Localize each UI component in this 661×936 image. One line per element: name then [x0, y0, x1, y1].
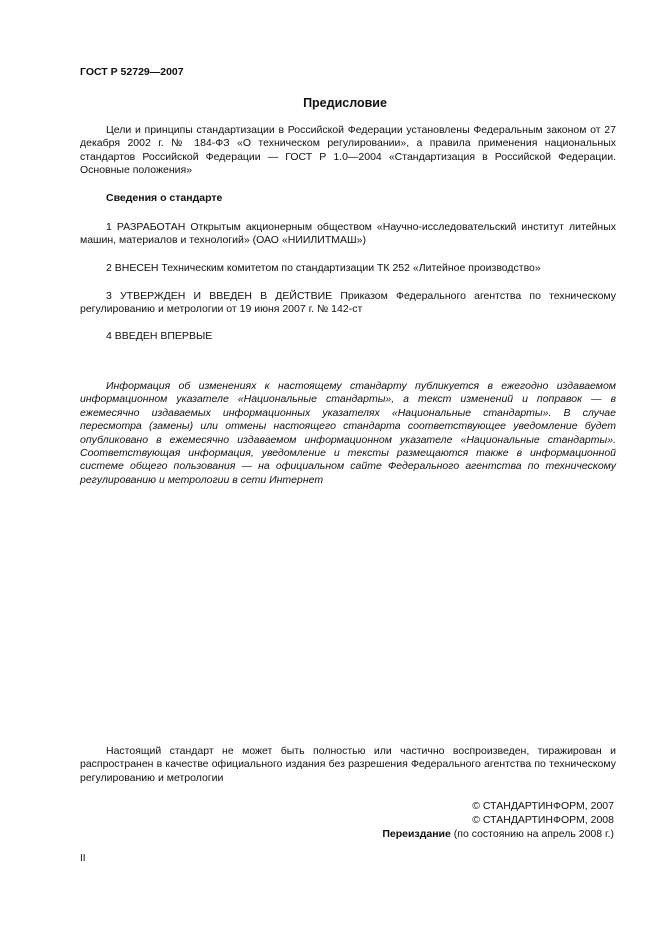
page-number: II — [80, 853, 86, 864]
standard-info-heading: Сведения о стандарте — [106, 192, 223, 204]
reissue-line — [382, 828, 614, 841]
copyright-line-2: © СТАНДАРТИНФОРМ, 2008 — [472, 814, 614, 826]
standard-info-item-1: 1 РАЗРАБОТАН Открытым акционерным обществом «Научно-исследовательский институт литейных машин, материалов и технологий» (ОАО «НИИЛИТМАШ») — [80, 221, 616, 247]
reproduction-notice: Настоящий стандарт не может быть полностью или частично воспроизведен, тиражирован и распространен в качестве официального издания без разрешения Федерального агентства по техническому регулированию и метрологии — [80, 745, 616, 784]
reissue-label: Переиздание — [382, 828, 451, 840]
standard-info-item-3: 3 УТВЕРЖДЕН И ВВЕДЕН В ДЕЙСТВИЕ Приказом Федерального агентства по техническому регулированию и метрологии от 19 июня 2007 г. № 142-ст — [80, 290, 616, 316]
copyright-line-1: © СТАНДАРТИНФОРМ, 2007 — [472, 800, 614, 812]
reissue-note: (по состоянию на апрель 2008 г.) — [450, 828, 614, 840]
document-code: ГОСТ Р 52729—2007 — [80, 66, 184, 78]
changes-info: Информация об изменениях к настоящему стандарту публикуется в ежегодно издаваемом информационном указателе «Национальные стандарты», а текст изменений и поправок — в ежемесячно издаваемых информационных указателях «Национальные стандарты». В случае пересмотра (замены) или отмены настоящего стандарта соответствующее уведомление будет опубликовано в ежемесячно издаваемом информационном указателе «Национальные стандарты». Соответствующая информация, уведомление и тексты размещаются также в информационной системе общего пользования — на официальном сайте Федерального агентства по техническому регулированию и метрологии в сети Интернет — [80, 380, 616, 486]
foreword-intro: Цели и принципы стандартизации в Российской Федерации установлены Федеральным законом от 27 декабря 2002 г. № 184-ФЗ «О техническом регулировании», а правила применения национальных стандартов Российской Федерации — ГОСТ Р 1.0—2004 «Стандартизация в Российской Федерации. Основные положения» — [80, 124, 616, 177]
standard-info-item-2: 2 ВНЕСЕН Техническим комитетом по стандартизации ТК 252 «Литейное производство» — [106, 262, 541, 274]
foreword-title: Предисловие — [303, 96, 387, 110]
standard-info-item-4: 4 ВВЕДЕН ВПЕРВЫЕ — [106, 330, 213, 342]
